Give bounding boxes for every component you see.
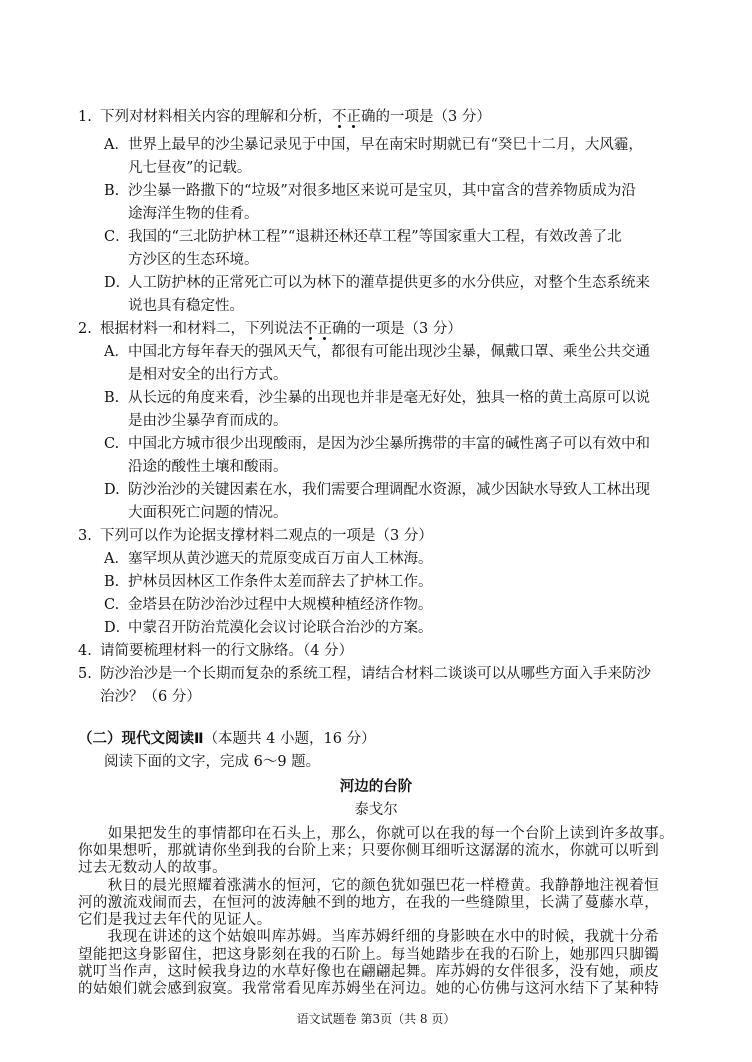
question-1-stem: 1. 下列对材料相关内容的理解和分析，不正确的一项是（3 分） (78, 109, 491, 125)
q2-option-a: A．中国北方每年春天的强风天气，都很有可能出现沙尘暴，佩戴口罩、乘坐公共交通 (104, 344, 650, 360)
article-line: 如果把发生的事情都印在石头上，那么，你就可以在我的每一个台阶上读到许多故事。 (78, 826, 674, 842)
article-line: 它们是我过去年代的见证人。 (78, 912, 272, 929)
q1-option-a-cont: 凡七昼夜”的记载。 (128, 160, 252, 176)
article-line: 过去无数动人的故事。 (78, 860, 227, 877)
emphasis-char: 不 (332, 109, 347, 125)
q2-option-b: B. 从长远的角度来看，沙尘暴的出现也并非是毫无好处，独具一格的黄土高原可以说 (104, 390, 650, 406)
emphasis-char: 不 (303, 321, 318, 337)
article-author: 泰戈尔 (354, 802, 398, 818)
article-line: 望能把这身影留住，把这身影刻在我的石阶上。每当她踏步在我的石阶上，她那四只脚镯 (78, 946, 660, 963)
question-2-stem: 2. 根据材料一和材料二，下列说法不正确的一项是（3 分） (78, 321, 462, 337)
question-5-stem: 5. 防沙治沙是一个长期而复杂的系统工程，请结合材料二谈谈可以从哪些方面入手来防沙 (78, 666, 651, 682)
article-line: 的姑娘们就会感到寂寞。我常常看见库苏姆坐在河边。她的心仿佛与这河水结下了某种特 (78, 981, 660, 997)
q2-option-c: C. 中国北方城市很少出现酸雨，是因为沙尘暴所携带的丰富的碱性离子可以有效中和 (104, 436, 650, 452)
q1-option-d: D．人工防护林的正常死亡可以为林下的灌草提供更多的水分供应，对整个生态系统来 (104, 275, 650, 291)
article-line: 就叮当作声，这时候我身边的水草好像也在翩翩起舞。库苏姆的女伴很多，没有她，顽皮 (78, 963, 660, 980)
page-footer: 语文试题卷 第3页（共 8 页） (296, 1012, 456, 1026)
article-line: 我现在讲述的这个姑娘叫库苏姆。当库苏姆纤细的身影映在水中的时候，我就十分希 (78, 929, 660, 946)
q2-option-d: D. 防沙治沙的关键因素在水，我们需要合理调配水资源，减少因缺水导致人工林出现 (104, 482, 650, 498)
section-instruction: 阅读下面的文字，完成 6～9 题。 (104, 754, 321, 770)
q2-option-b-cont: 是由沙尘暴孕育而成的。 (128, 413, 288, 429)
section-heading: （二）现代文阅读Ⅱ（本题共 4 小题，16 分） (78, 731, 376, 747)
q3-option-a: A．塞罕坝从黄沙遮天的荒原变成百万亩人工林海。 (104, 551, 433, 567)
q1-option-c-cont: 方沙区的生态环境。 (128, 252, 259, 268)
q1-option-c: C．我国的“三北防护林工程”“退耕还林还草工程”等国家重大工程，有效改善了北 (104, 229, 622, 245)
q3-option-c: C. 金塔县在防沙治沙过程中大规模种植经济作物。 (104, 597, 433, 613)
emphasis-char: 正 (317, 321, 332, 337)
q2-option-c-cont: 沿途的酸性土壤和酸雨。 (128, 459, 288, 475)
article-line: 你如果想听，那就请你坐到我的台阶上来；只要你侧耳细听这潺潺的流水，你就可以听到 (78, 843, 660, 860)
article-line: 河的激流戏闹而去，在恒河的波涛触不到的地方，在我的一些缝隙里，长满了蔓藤水草， (78, 894, 660, 911)
q1-option-a: A．世界上最早的沙尘暴记录见于中国，早在南宋时期就已有“癸巳十二月，大风霾， (104, 137, 643, 153)
article-line: 秋日的晨光照耀着涨满水的恒河，它的颜色犹如强巴花一样橙黄。我静静地注视着恒 (78, 877, 660, 894)
q2-option-d-cont: 大面积死亡问题的情况。 (128, 505, 288, 521)
question-4-stem: 4. 请简要梳理材料一的行文脉络。（4 分） (78, 643, 354, 659)
q3-option-d: D．中蒙召开防治荒漠化会议讨论联合治沙的方案。 (104, 620, 433, 636)
question-5-cont: 治沙？（6 分） (100, 689, 201, 705)
emphasis-char: 正 (346, 109, 361, 125)
question-3-stem: 3. 下列可以作为论据支撑材料二观点的一项是（3 分） (78, 528, 433, 544)
q2-option-a-cont: 是相对安全的出行方式。 (128, 367, 288, 383)
q1-option-b: B. 沙尘暴一路撒下的“垃圾”对很多地区来说可是宝贝，其中富含的营养物质成为沿 (104, 183, 636, 199)
q1-option-b-cont: 途海洋生物的佳肴。 (128, 206, 259, 222)
q3-option-b: B. 护林员因林区工作条件太差而辞去了护林工作。 (104, 574, 433, 590)
q1-option-d-cont: 说也具有稳定性。 (128, 298, 244, 314)
article-title: 河边的台阶 (339, 779, 413, 795)
